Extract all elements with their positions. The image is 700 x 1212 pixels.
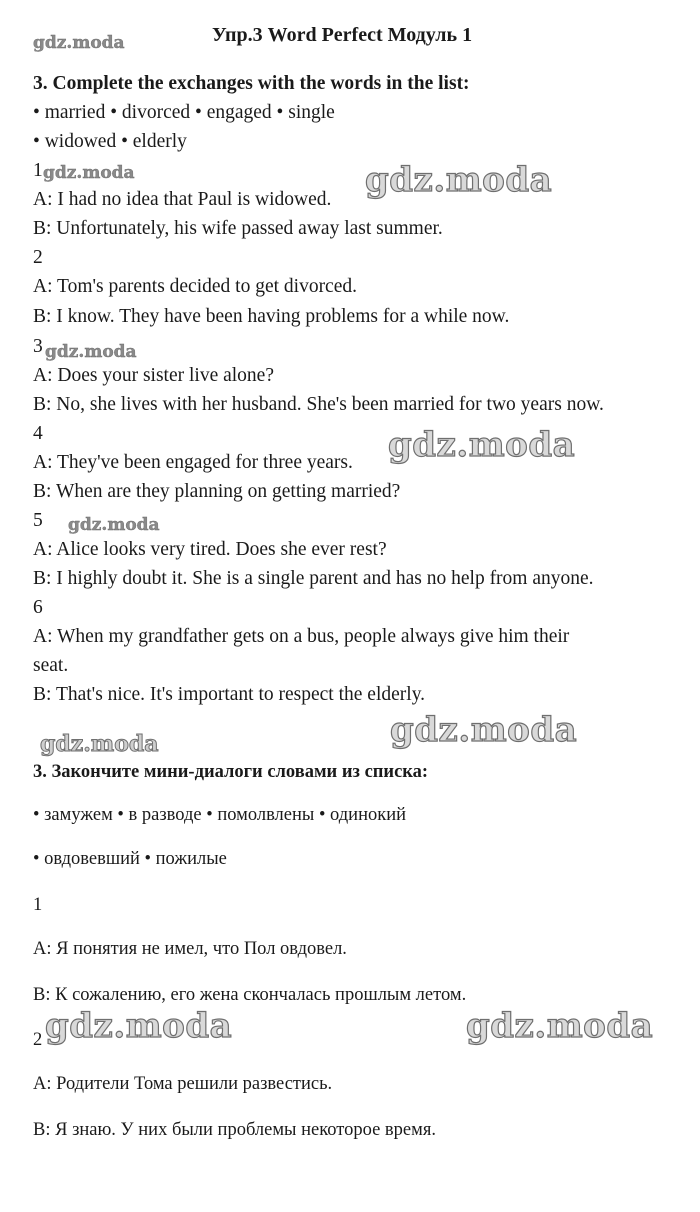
exchange-line-a-ru: A: Я понятия не имел, что Пол овдовел. <box>33 939 347 959</box>
word-list-line-2-ru: • овдовевший • пожилые <box>33 849 227 869</box>
word-list-line-2: • widowed • elderly <box>33 131 187 152</box>
exchange-number: 4 <box>33 423 43 444</box>
exchange-line-b: B: I highly doubt it. She is a single parent and has no help from anyone. <box>33 568 594 589</box>
word-list-line-1-ru: • замужем • в разводе • помолвлены • одинокий <box>33 805 407 825</box>
page-title: Упр.3 Word Perfect Модуль 1 <box>212 24 473 46</box>
exchange-line-a-ru: A: Родители Тома решили развестись. <box>33 1074 333 1094</box>
word-list-line-1: • married • divorced • engaged • single <box>33 102 335 123</box>
exchange-line-b-ru: B: Я знаю. У них были проблемы некоторое время. <box>33 1120 436 1140</box>
exchange-line-b: B: When are they planning on getting married? <box>33 481 401 502</box>
watermark-small: gdz.moda <box>43 163 135 183</box>
exchange-number: 1 <box>33 160 43 181</box>
exchange-number: 5 <box>33 510 43 531</box>
exchange-number-ru: 1 <box>33 895 43 915</box>
watermark-large: gdz.moda <box>390 710 578 750</box>
exchange-number-ru: 2 <box>33 1030 43 1050</box>
exchange-line-a: A: Alice looks very tired. Does she ever rest? <box>33 539 387 560</box>
watermark-small: gdz.moda <box>45 342 137 362</box>
exercise-heading-ru: 3. Закончите мини-диалоги словами из списка: <box>33 762 429 782</box>
exchange-line-a: A: When my grandfather gets on a bus, people always give him their <box>33 626 570 647</box>
exchange-line-b: B: No, she lives with her husband. She's been married for two years now. <box>33 394 604 415</box>
watermark-small: gdz.moda <box>68 515 160 535</box>
watermark-large: gdz.moda <box>45 1006 233 1046</box>
exercise-heading-en: 3. Complete the exchanges with the words in the list: <box>33 73 470 94</box>
exchange-number: 2 <box>33 247 43 268</box>
watermark-logo-top: gdz.moda <box>33 33 125 53</box>
exchange-line-b-ru: B: К сожалению, его жена скончалась прошлым летом. <box>33 985 467 1005</box>
exchange-line-a: A: Tom's parents decided to get divorced. <box>33 276 357 297</box>
watermark-large: gdz.moda <box>388 425 576 465</box>
exchange-line-a: A: Does your sister live alone? <box>33 365 274 386</box>
exchange-number: 3 <box>33 336 43 357</box>
exchange-line-b: B: I know. They have been having problems for a while now. <box>33 306 510 327</box>
exchange-number: 6 <box>33 597 43 618</box>
watermark-large: gdz.moda <box>466 1006 654 1046</box>
exchange-line-b: B: That's nice. It's important to respect the elderly. <box>33 684 426 705</box>
watermark-large: gdz.moda <box>365 160 553 200</box>
watermark-medium: gdz.moda <box>40 731 159 757</box>
exchange-line-a: A: I had no idea that Paul is widowed. <box>33 189 332 210</box>
exchange-line-b: B: Unfortunately, his wife passed away last summer. <box>33 218 443 239</box>
exchange-line-a-continued: seat. <box>33 655 69 676</box>
exchange-line-a: A: They've been engaged for three years. <box>33 452 353 473</box>
